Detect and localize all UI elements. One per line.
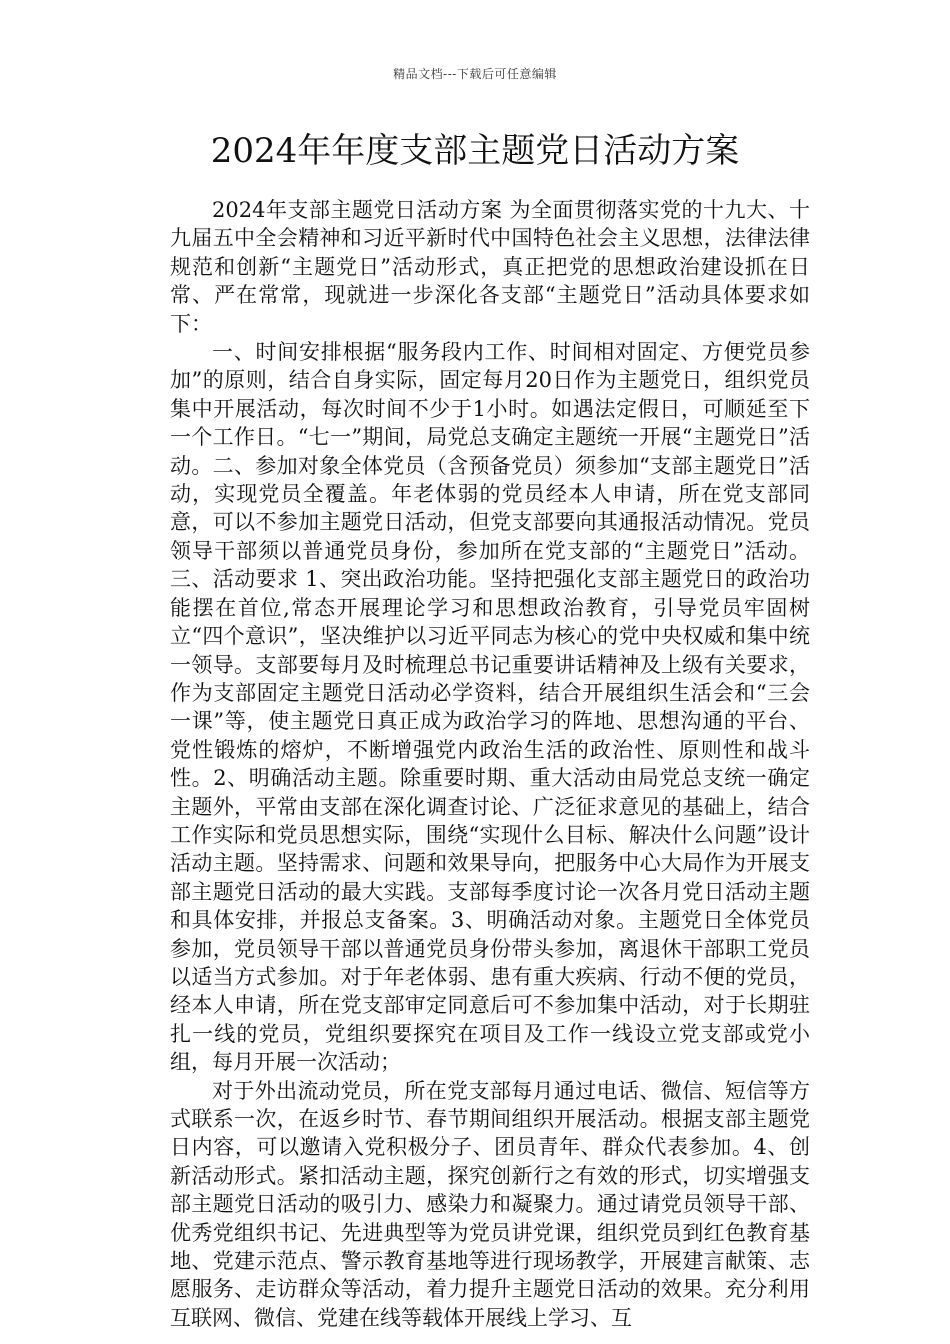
header-note: 精品文档---下载后可任意编辑 — [393, 67, 557, 81]
paragraph-intro: 2024年支部主题党日活动方案 为全面贯彻落实党的十九大、十九届五中全会精神和习近平新时代中国特色社会主义思想，法律法律规范和创新“主题党日”活动形式，真正把党的思想政治建设抓在日常、严在常常，现就进一步深化各支部“主题党日”活动具体要求如下： — [170, 198, 810, 336]
document-title: 2024年年度支部主题党日活动方案 — [210, 131, 740, 171]
document-body — [170, 196, 810, 1332]
paragraph-main: 一、时间安排根据“服务段内工作、时间相对固定、方便党员参加”的原则，结合自身实际，固定每月20日作为主题党日，组织党员集中开展活动，每次时间不少于1小时。如遇法定假日，可顺延至下一个工作日。“七一”期间，局党总支确定主题统一开展“主题党日”活动。二、参加对象全体党员（含预备党员）须参加“支部主题党日”活动，实现党员全覆盖。年老体弱的党员经本人申请，所在党支部同意，可以不参加主题党日活动，但党支部要向其通报活动情况。党员领导干部须以普通党员身份，参加所在党支部的“主题党日”活动。三、活动要求 1、突出政治功能。坚持把强化支部主题党日的政治功能摆在首位,常态开展理论学习和思想政治教育，引导党员牢固树立“四个意识”，坚决维护以习近平同志为核心的党中央权威和集中统一领导。支部要每月及时梳理总书记重要讲话精神及上级有关要求，作为支部固定主题党日活动必学资料，结合开展组织生活会和“三会一课”等，使主题党日真正成为政治学习的阵地、思想沟通的平台、党性锻炼的熔炉，不断增强党内政治生活的政治性、原则性和战斗性。2、明确活动主题。除重要时期、重大活动由局党总支统一确定主题外，平常由支部在深化调查讨论、广泛征求意见的基础上，结合工作实际和党员思想实际，围绕“实现什么目标、解决什么问题”设计活动主题。坚持需求、问题和效果导向，把服务中心大局作为开展支部主题党日活动的最大实践。支部每季度讨论一次各月党日活动主题和具体安排，并报总支备案。3、明确活动对象。主题党日全体党员参加，党员领导干部以普通党员身份带头参加，离退休干部职工党员以适当方式参加。对于年老体弱、患有重大疾病、行动不便的党员，经本人申请，所在党支部审定同意后可不参加集中活动，对于长期驻扎一线的党员，党组织要探究在项目及工作一线设立党支部或党小组，每月开展一次活动； — [170, 340, 810, 1075]
paragraph-continued: 对于外出流动党员，所在党支部每月通过电话、微信、短信等方式联系一次，在返乡时节、春节期间组织开展活动。根据支部主题党日内容，可以邀请入党积极分子、团员青年、群众代表参加。4、创新活动形式。紧扣活动主题，探究创新行之有效的形式，切实增强支部主题党日活动的吸引力、感染力和凝聚力。通过请党员领导干部、优秀党组织书记、先进典型等为党员讲党课，组织党员到红色教育基地、党建示范点、警示教育基地等进行现场教学，开展建言献策、志愿服务、走访群众等活动，着力提升主题党日活动的效果。充分利用互联网、微信、党建在线等载体开展线上学习、互 — [170, 1078, 810, 1330]
